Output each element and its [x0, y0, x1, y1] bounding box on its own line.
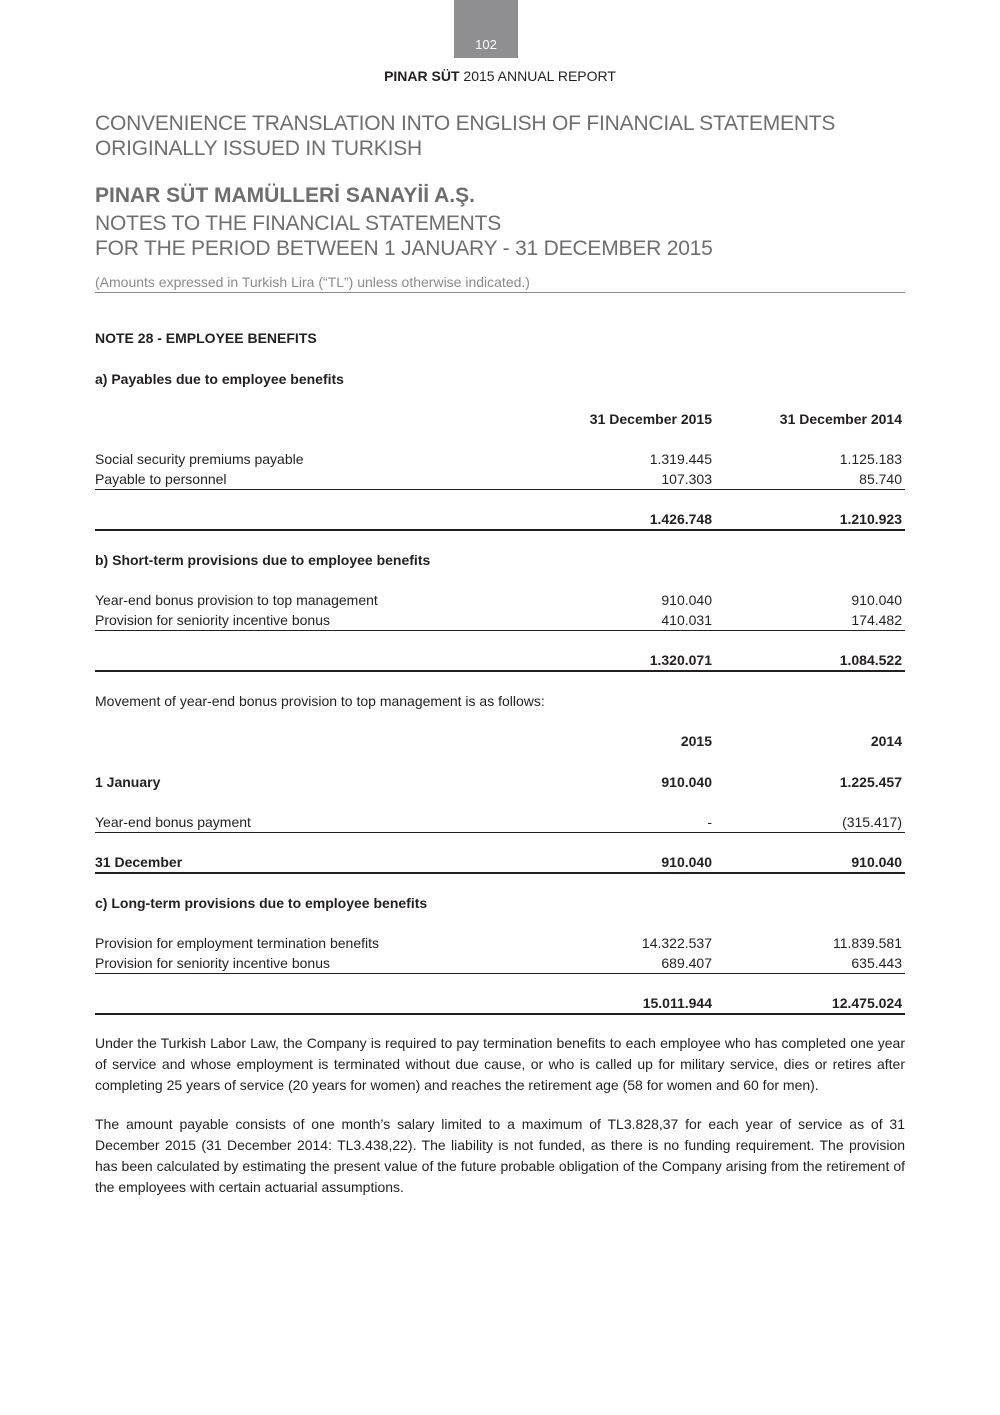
- row-label: 1 January: [95, 774, 161, 790]
- row-label: 31 December: [95, 854, 183, 870]
- movement-column-header: [95, 733, 905, 751]
- movement-opening-row: [95, 774, 905, 792]
- paragraph-amount-payable: The amount payable consists of one month’s salary limited to a maximum of TL3.828,37 for each year of service as of 31 December 2015 (31 December 2014: TL3.438,22). The liability is not funded, as there is no funding requirement. The provision has been calculated by estimating the present value of the future probable obligation of the Company arising from the retirement of the employees with certain actuarial assumptions.: [95, 1116, 905, 1195]
- row-label: Provision for employment termination benefits: [95, 935, 380, 951]
- column-header-2015: 2015: [680, 733, 712, 749]
- total-2015: 1.320.071: [649, 652, 712, 668]
- section-a-total-row: [95, 511, 905, 531]
- amounts-note: (Amounts expressed in Turkish Lira (“TL”) unless otherwise indicated.): [95, 274, 530, 290]
- row-label: Year-end bonus provision to top management: [95, 592, 378, 608]
- header-divider: [95, 292, 905, 293]
- row-value-2015: 910.040: [661, 774, 712, 790]
- column-header-2014: 2014: [870, 733, 902, 749]
- row-label: Year-end bonus payment: [95, 814, 251, 830]
- section-a-column-header: [95, 411, 905, 429]
- convenience-translation-title: [95, 111, 835, 161]
- report-brand: PINAR SÜT: [384, 68, 460, 84]
- row-value-2015: 410.031: [661, 612, 712, 628]
- paragraph-termination-benefits: Under the Turkish Labor Law, the Company is required to pay termination benefits to each employee who has completed one year of service and whose employment is terminated without due cause, or who is called up for military service, dies or retires after completing 25 years of service (20 years for women) and reaches the retirement age (58 for women and 60 for men).: [95, 1035, 905, 1093]
- row-label: Payable to personnel: [95, 471, 227, 487]
- section-a-heading: a) Payables due to employee benefits: [95, 371, 344, 387]
- total-2015: 1.426.748: [649, 511, 712, 527]
- company-name: PINAR SÜT MAMÜLLERİ SANAYİİ A.Ş.: [95, 184, 475, 207]
- section-c-heading: c) Long-term provisions due to employee benefits: [95, 895, 428, 911]
- row-value-2014: 1.225.457: [839, 774, 902, 790]
- row-value-2014: 1.125.183: [839, 451, 902, 467]
- row-value-2015: 14.322.537: [641, 935, 712, 951]
- notes-title-block: [95, 211, 713, 261]
- row-value-2015: 107.303: [661, 471, 712, 487]
- convenience-line-1: CONVENIENCE TRANSLATION INTO ENGLISH OF FINANCIAL STATEMENTS: [95, 112, 836, 135]
- row-value-2014: 910.040: [851, 592, 902, 608]
- row-value-2015: 1.319.445: [649, 451, 712, 467]
- row-value-2014: 11.839.581: [832, 935, 902, 951]
- section-c-total-row: [95, 995, 905, 1015]
- row-value-2015: 910.040: [661, 592, 712, 608]
- row-value-2014: 174.482: [851, 612, 902, 628]
- section-b-heading: b) Short-term provisions due to employee benefits: [95, 552, 431, 568]
- total-2014: 1.210.923: [839, 511, 902, 527]
- row-value-2015: -: [707, 814, 712, 830]
- table-row: [95, 592, 905, 610]
- movement-intro: Movement of year-end bonus provision to top management is as follows:: [95, 693, 545, 709]
- table-row: [95, 612, 905, 631]
- table-row: [95, 955, 905, 974]
- section-b-total-row: [95, 652, 905, 672]
- total-2014: 1.084.522: [839, 652, 902, 668]
- row-label: Provision for seniority incentive bonus: [95, 612, 331, 628]
- table-row: [95, 471, 905, 490]
- report-title: [0, 68, 1000, 84]
- note-title: NOTE 28 - EMPLOYEE BENEFITS: [95, 330, 317, 346]
- row-value-2015: 910.040: [661, 854, 712, 870]
- row-value-2014: (315.417): [842, 814, 902, 830]
- column-header-2014: 31 December 2014: [779, 411, 902, 427]
- movement-closing-row: [95, 854, 905, 874]
- table-row: [95, 935, 905, 953]
- row-value-2014: 910.040: [851, 854, 902, 870]
- report-title-text: 2015 ANNUAL REPORT: [463, 68, 616, 84]
- row-label: Social security premiums payable: [95, 451, 304, 467]
- table-row: [95, 451, 905, 469]
- row-value-2014: 635.443: [851, 955, 902, 971]
- convenience-line-2: ORIGINALLY ISSUED IN TURKISH: [95, 137, 422, 160]
- movement-payment-row: [95, 814, 905, 833]
- row-value-2015: 689.407: [661, 955, 712, 971]
- column-header-2015: 31 December 2015: [589, 411, 712, 427]
- row-label: Provision for seniority incentive bonus: [95, 955, 331, 971]
- total-2014: 12.475.024: [831, 995, 902, 1011]
- notes-title: NOTES TO THE FINANCIAL STATEMENTS: [95, 212, 502, 235]
- page-number: 102: [475, 37, 497, 52]
- period-title: FOR THE PERIOD BETWEEN 1 JANUARY - 31 DECEMBER 2015: [95, 237, 713, 260]
- row-value-2014: 85.740: [859, 471, 902, 487]
- total-2015: 15.011.944: [642, 995, 712, 1011]
